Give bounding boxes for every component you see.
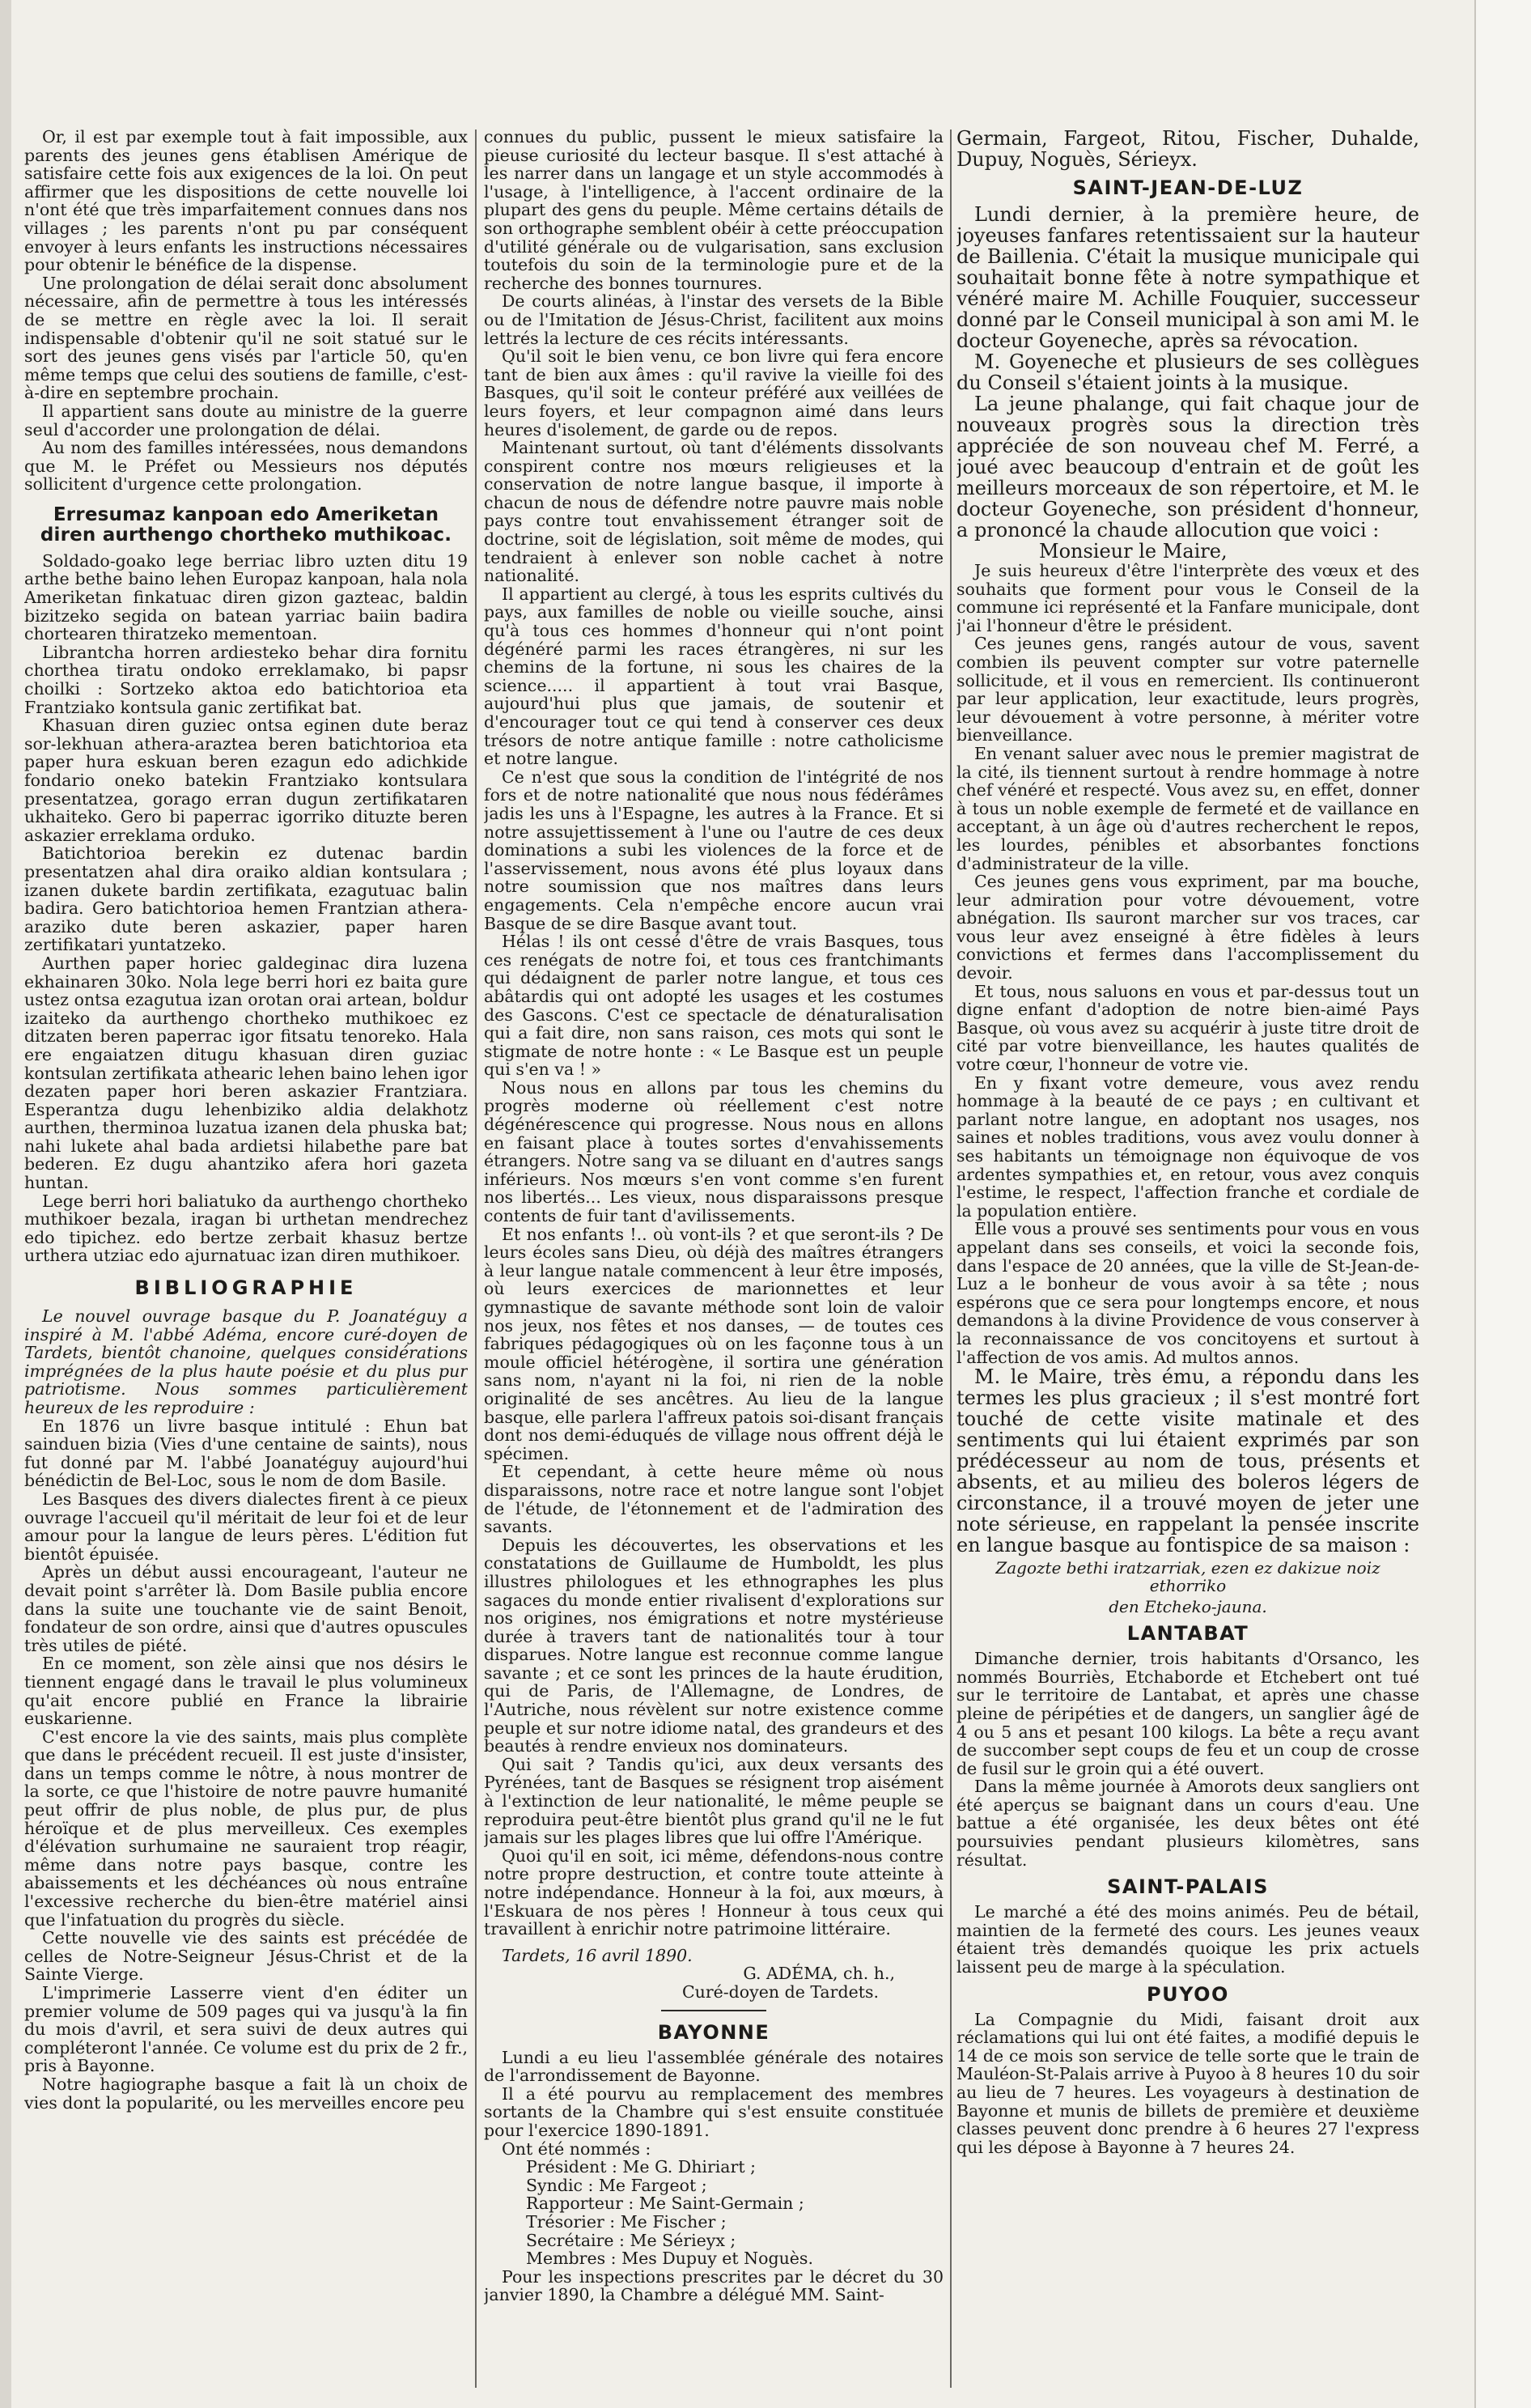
paragraph: Or, il est par exemple tout à fait impossible, aux parents des jeunes gens établisen Amérique de satisfaire cette fois aux exigences de la loi. On peut affirmer que les dispositions de cette nouvelle loi n'ont été que très imparfaitement connues dans nos villages ; les parents n'ont pu par conséquent envoyer à leurs enfants les instructions nécessaires pour obtenir le bénéfice de la dispense. (24, 128, 468, 275)
paragraph: Et nos enfants !.. où vont-ils ? et que seront-ils ? De leurs écoles sans Dieu, où déjà des maîtres étrangers à leur langue natale commencent à leur être imposés, où leurs exercices de marionnettes et leur gymnastique de savante méthode sont loin de valoir nos jeux, nos fêtes et nos danses, — de toutes ces fabriques pédagogiques où on les façonne tous à un moule officiel hétérogène, il sortira une génération sans nom, n'ayant ni la foi, ni rien de la noble originalité de ses ancêtres. Au lieu de la langue basque, elle parlera l'affreux patois soi-disant français dont nos demi-éduqués de village nous offrent déjà le spécimen. (484, 1224, 944, 1463)
scan-edge-right (1474, 0, 1531, 2408)
column-2 (484, 128, 944, 2394)
paragraph: C'est encore la vie des saints, mais plus complète que dans le précédent recueil. Il est juste d'insister, dans un temps comme le nôtre, à nous montrer de la sorte, ce que l'histoire de notre pauvre humanité peut offrir de plus noble, de plus pur, de plus héroïque et de plus merveilleux. Ces exemples d'élévation surhumaine ne sauraient trop réagir, même dans notre pays basque, contre les abaissements et les déchéances où nous entraîne l'excessive recherche du bien-être matériel ainsi que l'infatuation du progrès du siècle. (24, 1726, 468, 1930)
paragraph: L'imprimerie Lasserre vient d'en éditer un premier volume de 509 pages qui va jusqu'à la fin du mois d'avril, et sera suivi de deux autres qui compléteront l'année. Ce volume est du prix de 2 fr., pris à Bayonne. (24, 1983, 468, 2076)
paragraph: connues du public, pussent le mieux satisfaire la pieuse curiosité du lecteur basque. Il s'est attaché à les narrer dans un langage et un style accommodés à l'usage, à l'intelligence, à l'accent ordinaire de la plupart des gens du peuple. Même certains détails de son orthographe semblent obéir à cette préoccupation d'utilité générale ou de vulgarisation, sans exclusion toutefois du soin de la terminologie pure et de la recherche des bonnes tournures. (484, 128, 944, 293)
list-item: Président : Me G. Dhiriart ; (526, 2157, 756, 2177)
column-1 (24, 128, 468, 2394)
paragraph: Ont été nommés : (502, 2138, 651, 2159)
separator-rule (661, 2010, 766, 2011)
paragraph: Notre hagiographe basque a fait là un choix de vies dont la popularité, ou les merveilles encore peu (24, 2074, 468, 2113)
paragraph: Et tous, nous saluons en vous et par-dessus tout un digne enfant d'adoption de notre bien-aimé Pays Basque, où vous avez su acquérir à juste titre droit de cité par votre bienveillance, les hautes qualités de votre cœur, l'honneur de votre vie. (956, 981, 1419, 1075)
paragraph: Soldado-goako lege berriac libro uzten ditu 19 arthe bethe baino lehen Europaz kanpoan, hala nola Ameriketan finkatuac diren gizon gazteac, baldin bizitzeko segida on batean yarriac baiin badira chortearen thiratzeko mementoan. (24, 550, 468, 644)
list-item: Syndic : Me Fargeot ; (526, 2175, 707, 2195)
paragraph: Dimanche dernier, trois habitants d'Orsanco, les nommés Bourriès, Etchaborde et Etchebert ont tué sur le territoire de Lantabat, et après une chasse pleine de péripéties et de dangers, un sanglier âgé de 4 ou 5 ans et pesant 100 kilogs. La bête a reçu avant de succomber sept coups de feu et un coup de crosse de fusil sur le groin qui a été ouvert. (956, 1649, 1419, 1778)
paragraph: Qui sait ? Tandis qu'ici, aux deux versants des Pyrénées, tant de Basques se résignent trop aisément à l'extinction de leur nationalité, le même peuple se reproduira peut-être bientôt plus grand qu'il ne le fut jamais sur les plages libres que lui offre l'Amérique. (484, 1754, 944, 1848)
paragraph: Les Basques des divers dialectes firent à ce pieux ouvrage l'accueil qu'il méritait de leur foi et de leur amour pour la langue de leurs pères. L'édition fut bientôt épuisée. (24, 1489, 468, 1564)
paragraph: M. Goyeneche et plusieurs de ses collègues du Conseil s'étaient joints à la musique. (956, 350, 1419, 394)
paragraph: Il appartient au clergé, à tous les esprits cultivés du pays, aux familles de noble ou vieille souche, ainsi qu'à tous ces hommes d'honneur qui n'ont point dégénéré parmi les races étrangères, ni sur les chemins de la fortune, ni sous les chaires de la science..... il appartient à tout vrai Basque, aujourd'hui plus que jamais, de soutenir et d'encourager tout ce qui tend à conserver ces deux trésors de notre antique famille : notre catholicisme et notre langue. (484, 584, 944, 769)
paragraph: Germain, Fargeot, Ritou, Fischer, Duhalde, Dupuy, Noguès, Sérieyx. (956, 128, 1419, 171)
list-item: Secrétaire : Me Sérieyx ; (526, 2230, 736, 2250)
scan-edge-left (0, 0, 11, 2408)
paragraph: La Compagnie du Midi, faisant droit aux réclamations qui lui ont été faites, a modifié depuis le 14 de ce mois son service de telle sorte que le train de Mauléon-St-Palais arrive à Puyoo à 8 heures 10 du soir au lieu de 7 heures. Les voyageurs à destination de Bayonne et munis de billets de première et deuxième classes peuvent donc prendre à 6 heures 27 l'express qui les dépose à Bayonne à 7 heures 24. (956, 2009, 1419, 2157)
paragraph: Après un début aussi encourageant, l'auteur ne devait point s'arrêter là. Dom Basile publia encore dans la suite une touchante vie de saint Benoit, fondateur de son ordre, ainsi que d'autres opuscules très utiles de piété. (24, 1562, 468, 1655)
signature-name: G. ADÉMA, ch. h., (743, 1964, 895, 1984)
paragraph: Lege berri hori baliatuko da aurthengo chortheko muthikoer bezala, iragan bi urthetan mendrechez edo tipichez. edo bertze zerbait khasuz bertze urthera utziac edo ajurnatuac izan diren muthikoer. (24, 1191, 468, 1266)
paragraph: M. le Maire, très ému, a répondu dans les termes les plus gracieux ; il s'est montré fort touché de cette visite matinale et des sentiments qui lui étaient exprimés par son prédécesseur au nom de tous, présents et absents, et au milieu des boleros légers de circonstance, il a trouvé moyen de jeter une note sérieuse, en rappelant la pensée inscrite en langue basque au fontispice de sa maison : (956, 1365, 1419, 1557)
paragraph: La jeune phalange, qui fait chaque jour de nouveaux progrès sous la direction très appréciée de son nouveau chef M. Ferré, a joué avec beaucoup d'entrain et de goût les meilleurs morceaux de son répertoire, et M. le docteur Goyeneche, son président d'honneur, a prononcé la chaude allocution que voici : (956, 393, 1419, 541)
list-item: Membres : Mes Dupuy et Noguès. (526, 2249, 813, 2269)
intro-paragraph: Le nouvel ouvrage basque du P. Joanatéguy a inspiré à M. l'abbé Adéma, encore curé-doyen de Tardets, bientôt chanoine, quelques considérations imprégnées de la plus haute poésie et du plus pur patriotisme. Nous sommes particulièrement heureux de les reproduire : (24, 1306, 468, 1417)
section-title: PUYOO (1147, 1982, 1229, 2006)
paragraph: Ces jeunes gens vous expriment, par ma bouche, leur admiration pour votre dévouement, votre abnégation. Ils sauront marcher sur vos traces, car vous leur avez enseigné à être fidèles à leurs convictions et fermes dans l'accomplissement du devoir. (956, 872, 1419, 983)
signature-place-date: Tardets, 16 avril 1890. (502, 1945, 693, 1965)
list-item: Rapporteur : Me Saint-Germain ; (526, 2194, 804, 2214)
paragraph: Ces jeunes gens, rangés autour de vous, savent combien ils peuvent compter sur votre paternelle sollicitude, et il vous en remercient. Ils continueront par leur application, leur exactitude, leurs progrès, leur dévouement à votre personne, à mériter votre bienveillance. (956, 634, 1419, 745)
paragraph: Il a été pourvu au remplacement des membres sortants de la Chambre qui s'est ensuite constituée pour l'exercice 1890-1891. (484, 2083, 944, 2140)
list-item: Trésorier : Me Fischer ; (526, 2211, 727, 2232)
column-rule (950, 130, 952, 2388)
paragraph: Aurthen paper horiec galdeginac dira luzena ekhainaren 30ko. Nola lege berri hori ez baita gure ustez ontsa ezagutua izan orotan orai artean, boldur izaiteko da aurthengo chortheko muthikoec ez ditzaten beren paperrac igor fitsatu tenoreko. Hala ere engaiatzen ditugu khasuan diren guziac kontsulan zertifikata athearic lehen baino lehen igor dezaten paper hori beren askazier Frantziara. Esperantza dugu lehenbiziko aldia delakhotz aurthen, therminoa luzatua izanen dela phuska bat; nahi lukete ahal bada ardietsi hilabethe pare bat bederen. Ez dugu ahantziko afera hori gazeta huntan. (24, 953, 468, 1193)
paragraph: Khasuan diren guziec ontsa eginen dute beraz sor-lekhuan athera-araztea beren batichtorioa eta paper hura eskuan beren ezagun edo adichkide fondario oneko batekin Frantziako kontsulara presentatzea, gorago erran dugun zertifikataren ukhaiteko. Gero bi paperrac igorriko dituzte beren askazier erreklama orduko. (24, 716, 468, 845)
paragraph: Dans la même journée à Amorots deux sangliers ont été aperçus se baignant dans un cours d'eau. Une battue a été organisée, les deux bêtes ont été poursuivies pendant plusieurs kilomètres, sans résultat. (956, 1777, 1419, 1870)
paragraph: Maintenant surtout, où tant d'éléments dissolvants conspirent contre nos mœurs religieuses et la conservation de notre langue basque, il importe à chacun de nous de défendre notre pauvre mais noble pays contre tout envahissement étranger soit de doctrine, soit de législation, soit même de modes, qui tendraient à enlever son noble cachet à notre nationalité. (484, 438, 944, 586)
section-title: SAINT-JEAN-DE-LUZ (1072, 176, 1304, 199)
paragraph: En y fixant votre demeure, vous avez rendu hommage à la beauté de ce pays ; en cultivant et parlant notre langue, en adoptant nos usages, nos saines et nobles traditions, vous avez voulu donner à ses habitants un témoignage non équivoque de vos ardentes sympathies et, en retour, vous avez conquis l'estime, le respect, l'affection franche et cordiale de la population entière. (956, 1072, 1419, 1221)
paragraph: Ce n'est que sous la condition de l'intégrité de nos fors et de notre nationalité que nous nous fédérâmes jadis les uns à l'Espagne, les autres à la France. Et si notre assujettissement à l'une ou l'autre de ces deux dominations a subi les violences de la force et de l'asservissement, nous avons été plus loyaux dans notre soumission que nos maîtres dans leurs engagements. Cela n'empêche encore aucun vrai Basque de se dire Basque avant tout. (484, 767, 944, 933)
paragraph: Elle vous a prouvé ses sentiments pour vous en vous appelant dans ses conseils, et voici la seconde fois, dans l'espace de 20 années, que la ville de St-Jean-de-Luz a le bonheur de vous avoir à sa tête ; nous espérons que ce sera pour longtemps encore, et nous demandons à la divine Providence de vous conserver à la reconnaissance de vos concitoyens et surtout à l'affection de vos amis. Ad multos annos. (956, 1219, 1419, 1367)
paragraph: Quoi qu'il en soit, ici même, défendons-nous contre notre propre destruction, et contre toute atteinte à notre indépendance. Honneur à la foi, aux mœurs, à l'Eskuara de nos pères ! Honneur à tous ceux qui travaillent à enrichir notre patrimoine littéraire. (484, 1845, 944, 1939)
section-title: LANTABAT (1126, 1622, 1249, 1646)
paragraph: Au nom des familles intéressées, nous demandons que M. le Préfet ou Messieurs nos députés sollicitent d'urgence cette prolongation. (24, 438, 468, 495)
paragraph: Pour les inspections prescrites par le décret du 30 janvier 1890, la Chambre a délégué MM. Saint- (484, 2266, 944, 2305)
paragraph: Lundi a eu lieu l'assemblée générale des notaires de l'arrondissement de Bayonne. (484, 2047, 944, 2086)
basque-motto: den Etcheko-jauna. (1109, 1597, 1267, 1617)
paragraph: Le marché a été des moins animés. Peu de bétail, maintien de la fermeté des cours. Les jeunes veaux étaient très demandés quoique les prix actuels laissent peu de marge à la spéculation. (956, 1902, 1419, 1977)
paragraph: Il appartient sans doute au ministre de la guerre seul d'accorder une prolongation de délai. (24, 401, 468, 440)
article-title: Erresumaz kanpoan edo Ameriketan diren aurthengo chortheko muthikoac. (40, 503, 452, 546)
paragraph: Une prolongation de délai serait donc absolument nécessaire, afin de permettre à tous les intéressés de se mettre en règle avec la loi. Il serait indispensable d'obtenir qu'il ne soit statué sur le sort des jeunes gens visés par l'article 50, qu'en même temps que celui des soutiens de famille, c'est-à-dire en septembre prochain. (24, 273, 468, 403)
paragraph: Hélas ! ils ont cessé d'être de vrais Basques, tous ces renégats de notre foi, et tous ces frantchimants qui dédaignent de parler notre langue, et tous ces abâtardis qui ont adopté les usages et les costumes des Gascons. C'est ce spectacle de dénaturalisation qui a fait dire, non sans raison, ces mots qui sont le stigmate de notre honte : « Le Basque est un peuple qui s'en va ! » (484, 932, 944, 1080)
paragraph: De courts alinéas, à l'instar des versets de la Bible ou de l'Imitation de Jésus-Christ, facilitent aux moins lettrés la lecture de ces récits intéressants. (484, 291, 944, 348)
paragraph: En venant saluer avec nous le premier magistrat de la cité, ils tiennent surtout à rendre hommage à notre chef vénéré et respecté. Vous avez su, en effet, donner à tous un noble exemple de fermeté et de vaillance en acceptant, à un âge où d'autres recherchent le repos, les lourdes, pénibles et absorbantes fonctions d'administrateur de la ville. (956, 743, 1419, 873)
paragraph: Qu'il soit le bien venu, ce bon livre qui fera encore tant de bien aux âmes : qu'il ravive la vieille foi des Basques, qu'il soit le conteur préféré aux veillées de leurs foyers, et leur compagnon aimé dans leurs heures d'isolement, de garde ou de repos. (484, 346, 944, 440)
paragraph: En 1876 un livre basque intitulé : Ehun bat sainduen bizia (Vies d'une centaine de saints), nous fut donné par M. l'abbé Joanatéguy aujourd'hui bénédictin de Bel-Loc, sous le nom de dom Basile. (24, 1416, 468, 1491)
paragraph: Depuis les découvertes, les observations et les constatations de Guillaume de Humboldt, les plus illustres philologues et les ethnographes les plus sagaces du monde entier rivalisent d'explorations sur nos origines, nos émigrations et notre mystérieuse durée à travers tant de nationalités tour à tour disparues. Notre langue est reconnue comme langue savante ; et ce sont les princes de la haute érudition, qui de Paris, de l'Allemagne, de Londres, de l'Autriche, nous révèlent sur notre existence comme peuple et sur notre idiome natal, des grandeurs et des beautés à rendre envieux nos dominateurs. (484, 1535, 944, 1756)
section-title: SAINT-PALAIS (1107, 1875, 1269, 1899)
paragraph: Je suis heureux d'être l'interprète des vœux et des souhaits que forment pour vous le Conseil de la commune ici représenté et la Fanfare municipale, dont j'ai l'honneur d'être le président. (956, 561, 1419, 635)
paragraph: Batichtorioa berekin ez dutenac bardin presentatzen ahal dira oraiko aldian kontsulara ; izanen dukete bardin zertifikata, ezagutuac balin badira. Gero batichtorioa hemen Frantzian athera-araziko dute beren askazier, paper haren zertifikatari yuntatzeko. (24, 843, 468, 955)
paragraph: Et cependant, à cette heure même où nous disparaissons, notre race et notre langue sont l'objet de l'étude, de l'étonnement et de l'admiration des savants. (484, 1462, 944, 1537)
column-rule (475, 130, 477, 2388)
section-title: BIBLIOGRAPHIE (134, 1276, 358, 1300)
paragraph: En ce moment, son zèle ainsi que nos désirs le tiennent engagé dans le travail le plus volumineux qu'ait encore publié en France la librairie euskarienne. (24, 1654, 468, 1729)
paragraph: Librantcha horren ardiesteko behar dira fornitu chorthea tiratu ondoko erreklamako, bi papsr choilki : Sortzeko aktoa edo batichtorioa eta Frantziako kontsula ganic zertifikat bat. (24, 642, 468, 717)
column-3 (956, 128, 1419, 2394)
salutation: Monsieur le Maire, (1039, 540, 1228, 563)
basque-motto: Zagozte bethi iratzarriak, ezen ez dakizue noiz ethorriko (995, 1558, 1380, 1596)
paragraph: Lundi dernier, à la première heure, de joyeuses fanfares retentissaient sur la hauteur de Baillenia. C'était la musique municipale qui souhaitait bonne fête à notre sympathique et vénéré maire M. Achille Fouquier, successeur donné par le Conseil municipal à son ami M. le docteur Goyeneche, après sa révocation. (956, 203, 1419, 352)
section-title: BAYONNE (657, 2020, 770, 2044)
paragraph: Nous nous en allons par tous les chemins du progrès moderne où réellement c'est notre dégénérescence qui progresse. Nous nous en allons en faisant place à toutes sortes d'envahissements étrangers. Notre sang va se diluant en d'autres sangs inférieurs. Nos mœurs s'en vont comme s'en furent nos libertés... Les vieux, nous disparaissons presque contents de fuir tant d'avilissements. (484, 1077, 944, 1226)
paragraph: Cette nouvelle vie des saints est précédée de celles de Notre-Seigneur Jésus-Christ et de la Sainte Vierge. (24, 1928, 468, 1985)
signature-title: Curé-doyen de Tardets. (681, 1981, 879, 2002)
